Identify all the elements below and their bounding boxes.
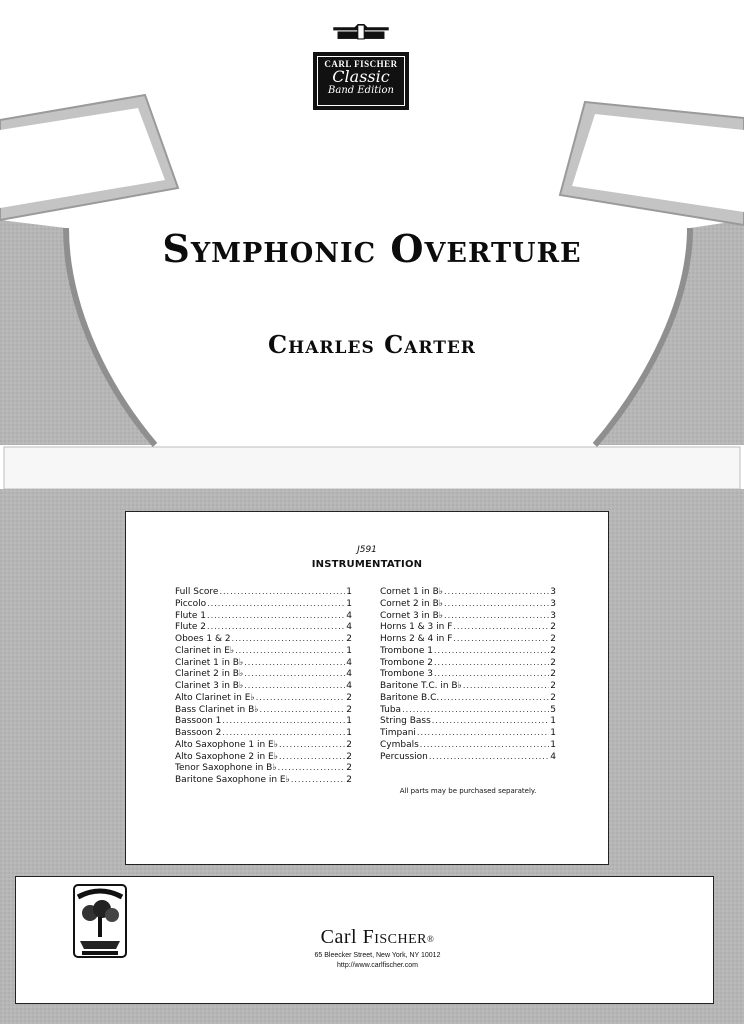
instrument-quantity: 1 [550, 739, 556, 750]
instrument-list-left [175, 586, 352, 786]
instrument-quantity: 2 [550, 645, 556, 656]
instrument-row [175, 715, 352, 727]
instrument-name: Oboes 1 & 2 [175, 634, 231, 644]
instrument-row [175, 739, 352, 751]
leader-dots [444, 610, 549, 622]
leader-dots [434, 657, 549, 669]
instrument-name: Trombone 2 [380, 657, 433, 668]
composer-name: Charles Carter [268, 330, 476, 359]
instrument-row [380, 715, 556, 727]
leader-dots [279, 751, 345, 763]
leader-dots [434, 668, 549, 680]
instrument-row [175, 610, 352, 622]
leader-dots [278, 762, 346, 774]
instrument-name: Horns 2 & 4 in F [380, 634, 453, 644]
instrument-quantity: 2 [550, 657, 556, 668]
publisher-address: 65 Bleecker Street, New York, NY 10012 [314, 952, 441, 959]
instrument-row [380, 633, 556, 645]
instrument-quantity: 4 [550, 751, 556, 762]
instrument-quantity: 1 [550, 728, 556, 738]
leader-dots [453, 633, 549, 645]
instrument-quantity: 2 [346, 692, 352, 703]
instrument-list-right [380, 586, 556, 762]
piece-title: Symphonic Overture [162, 226, 582, 271]
publisher-footer [15, 876, 714, 1004]
instrument-row [175, 762, 352, 774]
logo-classic: Classic [332, 67, 390, 86]
leader-dots [260, 704, 346, 716]
leader-dots [207, 610, 345, 622]
instrument-name: Cornet 2 in B♭ [380, 598, 444, 609]
leader-dots [222, 715, 345, 727]
instrument-name: Baritone Saxophone in E♭ [175, 775, 290, 785]
instrument-name: Trombone 3 [380, 669, 433, 680]
instrument-row [175, 657, 352, 669]
instrument-row [175, 598, 352, 610]
leader-dots [291, 774, 345, 786]
instrument-name: Trombone 1 [380, 645, 433, 656]
instrument-name: Percussion [380, 751, 428, 762]
instrument-quantity: 1 [346, 645, 352, 656]
instrument-name: Flute 2 [175, 622, 207, 633]
instrument-name: Bass Clarinet in B♭ [175, 704, 259, 715]
leader-dots [232, 633, 346, 645]
instrument-name: Cornet 1 in B♭ [380, 587, 444, 597]
instrument-name: Tenor Saxophone in B♭ [175, 763, 277, 774]
instrument-row [175, 692, 352, 704]
instrument-row [380, 751, 556, 763]
instrument-row [380, 680, 556, 692]
instrument-row [175, 680, 352, 692]
instrument-name: Baritone T.C. in B♭ [380, 681, 462, 691]
instrument-name: Piccolo [175, 598, 207, 609]
leader-dots [222, 727, 345, 739]
instrument-row [175, 727, 352, 739]
leader-dots [453, 621, 549, 633]
catalog-number: J591 [357, 545, 377, 555]
publisher-name-first: Carl [320, 926, 358, 948]
instrumentation-heading: INSTRUMENTATION [311, 559, 423, 570]
instrument-quantity: 2 [346, 704, 352, 715]
leader-dots [417, 727, 549, 739]
instrument-name: Alto Saxophone 1 in E♭ [175, 739, 278, 750]
instrument-row [175, 668, 352, 680]
instrument-quantity: 4 [346, 622, 352, 633]
instrument-row [380, 621, 556, 633]
logo-band-edition: Band Edition [328, 85, 394, 96]
leader-dots [207, 621, 345, 633]
instrument-row [380, 704, 556, 716]
leader-dots [434, 645, 549, 657]
white-stripe [4, 447, 740, 489]
instrument-name: Horns 1 & 3 in F [380, 622, 453, 633]
leader-dots [244, 657, 345, 669]
leader-dots [440, 692, 549, 704]
instrument-quantity: 2 [550, 692, 556, 703]
leader-dots [235, 645, 345, 657]
instrument-row [380, 668, 556, 680]
instrument-row [380, 645, 556, 657]
instrument-row [175, 645, 352, 657]
instrument-name: Cornet 3 in B♭ [380, 610, 444, 621]
instrument-name: Tuba [380, 704, 402, 715]
parts-note: All parts may be purchased separately. [399, 787, 537, 795]
instrument-row [175, 633, 352, 645]
leader-dots [244, 668, 345, 680]
instrument-name: Cymbals [380, 739, 419, 750]
instrument-name: Full Score [175, 587, 219, 597]
instrument-name: Timpani [380, 728, 416, 738]
classic-band-edition-logo [309, 24, 413, 112]
instrument-quantity: 2 [346, 634, 352, 644]
instrument-quantity: 4 [346, 657, 352, 668]
instrument-row [380, 657, 556, 669]
instrument-name: Bassoon 2 [175, 728, 222, 738]
leader-dots [429, 751, 549, 763]
publisher-website: http://www.carlfischer.com [337, 962, 418, 969]
instrument-quantity: 2 [550, 634, 556, 644]
registered-mark: ® [427, 934, 435, 944]
instrument-name: Bassoon 1 [175, 716, 222, 727]
leader-dots [432, 715, 549, 727]
instrument-row [175, 586, 352, 598]
instrumentation-panel [125, 511, 609, 865]
instrument-quantity: 5 [550, 704, 556, 715]
logo-plaque [313, 52, 409, 110]
instrument-row [175, 774, 352, 786]
instrument-row [380, 739, 556, 751]
leader-dots [244, 680, 345, 692]
instrument-name: Baritone B.C. [380, 692, 440, 703]
instrument-quantity: 4 [346, 681, 352, 691]
leader-dots [420, 739, 549, 751]
instrument-quantity: 2 [346, 775, 352, 785]
instrument-quantity: 2 [550, 681, 556, 691]
instrument-quantity: 2 [346, 739, 352, 750]
instrument-row [380, 727, 556, 739]
instrument-quantity: 1 [346, 587, 352, 597]
leader-dots [402, 704, 549, 716]
leader-dots [207, 598, 345, 610]
publisher-name [16, 926, 713, 949]
instrument-quantity: 3 [550, 610, 556, 621]
instrument-row [380, 598, 556, 610]
instrument-quantity: 2 [346, 751, 352, 762]
instrument-quantity: 1 [346, 716, 352, 727]
instrument-quantity: 1 [346, 728, 352, 738]
leader-dots [256, 692, 346, 704]
leader-dots [219, 586, 345, 598]
instrument-quantity: 1 [346, 598, 352, 609]
instrument-row [380, 586, 556, 598]
instrument-row [175, 621, 352, 633]
instrument-row [175, 751, 352, 763]
instrument-name: Alto Saxophone 2 in E♭ [175, 751, 278, 762]
publisher-name-second: Fischer [362, 926, 427, 948]
instrument-quantity: 2 [550, 622, 556, 633]
logo-publisher: CARL FISCHER [324, 59, 398, 69]
instrument-quantity: 3 [550, 598, 556, 609]
instrument-row [175, 704, 352, 716]
instrument-row [380, 610, 556, 622]
instrument-name: Clarinet 3 in B♭ [175, 681, 244, 691]
instrument-name: Clarinet 2 in B♭ [175, 669, 244, 680]
instrument-row [380, 692, 556, 704]
instrument-name: Clarinet in E♭ [175, 645, 235, 656]
leader-dots [279, 739, 345, 751]
instrument-quantity: 4 [346, 610, 352, 621]
leader-dots [444, 586, 549, 598]
instrument-quantity: 1 [550, 716, 556, 727]
leader-dots [444, 598, 549, 610]
instrument-quantity: 3 [550, 587, 556, 597]
instrument-quantity: 4 [346, 669, 352, 680]
logo-pediment-icon [309, 24, 413, 40]
instrument-name: Flute 1 [175, 610, 207, 621]
instrument-quantity: 2 [346, 763, 352, 774]
instrument-name: Alto Clarinet in E♭ [175, 692, 255, 703]
instrument-name: String Bass [380, 716, 431, 727]
instrument-quantity: 2 [550, 669, 556, 680]
instrument-name: Clarinet 1 in B♭ [175, 657, 244, 668]
leader-dots [463, 680, 549, 692]
